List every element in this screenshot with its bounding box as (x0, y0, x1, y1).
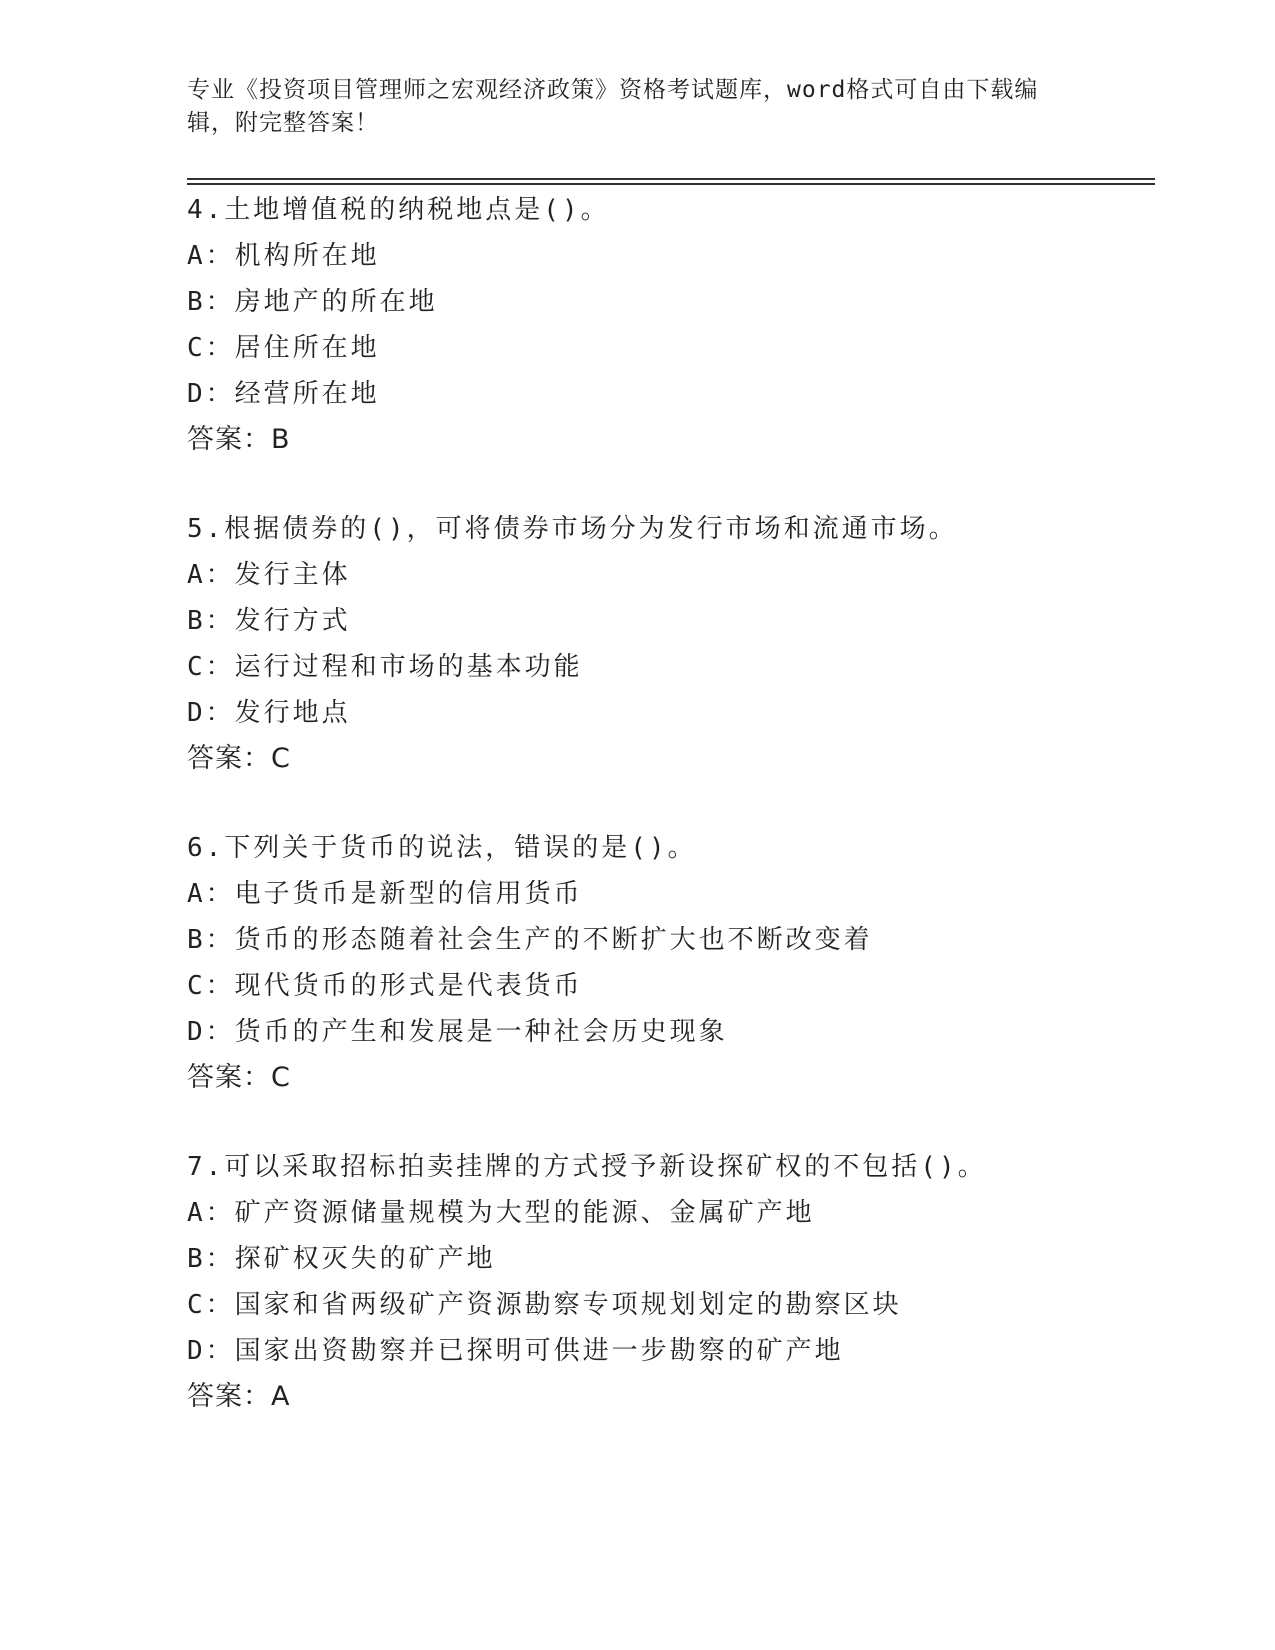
answer-label: 答案：C (187, 1062, 291, 1093)
option-a: A：矿产资源储量规模为大型的能源、金属矿产地 (187, 1198, 815, 1228)
option-c: C：运行过程和市场的基本功能 (187, 652, 583, 682)
option-a: A：电子货币是新型的信用货币 (187, 879, 583, 909)
question-stem: 5.根据债券的()，可将债券市场分为发行市场和流通市场。 (187, 514, 958, 544)
document-header (187, 74, 1067, 140)
option-b: B：货币的形态随着社会生产的不断扩大也不断改变着 (187, 925, 873, 955)
question-block (187, 1144, 1147, 1420)
option-c: C：国家和省两级矿产资源勘察专项规划划定的勘察区块 (187, 1290, 902, 1320)
question-block (187, 187, 1147, 463)
answer-label: 答案：B (187, 424, 291, 455)
option-d: D：货币的产生和发展是一种社会历史现象 (187, 1017, 728, 1047)
option-a: A：机构所在地 (187, 241, 380, 271)
question-stem: 6.下列关于货币的说法，错误的是()。 (187, 833, 697, 863)
question-stem: 4.土地增值税的纳税地点是()。 (187, 195, 610, 225)
question-block (187, 506, 1147, 782)
option-c: C：居住所在地 (187, 333, 380, 363)
option-b: B：发行方式 (187, 606, 351, 636)
header-divider-bottom (187, 183, 1155, 185)
option-b: B：房地产的所在地 (187, 287, 438, 317)
question-block (187, 825, 1147, 1101)
question-stem: 7.可以采取招标拍卖挂牌的方式授予新设探矿权的不包括()。 (187, 1152, 987, 1182)
option-d: D：经营所在地 (187, 379, 380, 409)
option-c: C：现代货币的形式是代表货币 (187, 971, 583, 1001)
header-divider-top (187, 178, 1155, 180)
header-line-1: 专业《投资项目管理师之宏观经济政策》资格考试题库，word格式可自由下载编 (187, 77, 1039, 103)
answer-label: 答案：A (187, 1381, 291, 1412)
option-d: D：国家出资勘察并已探明可供进一步勘察的矿产地 (187, 1336, 844, 1366)
answer-label: 答案：C (187, 743, 291, 774)
option-b: B：探矿权灭失的矿产地 (187, 1244, 496, 1274)
option-a: A：发行主体 (187, 560, 351, 590)
option-d: D：发行地点 (187, 698, 351, 728)
header-line-2: 辑，附完整答案！ (187, 110, 379, 136)
